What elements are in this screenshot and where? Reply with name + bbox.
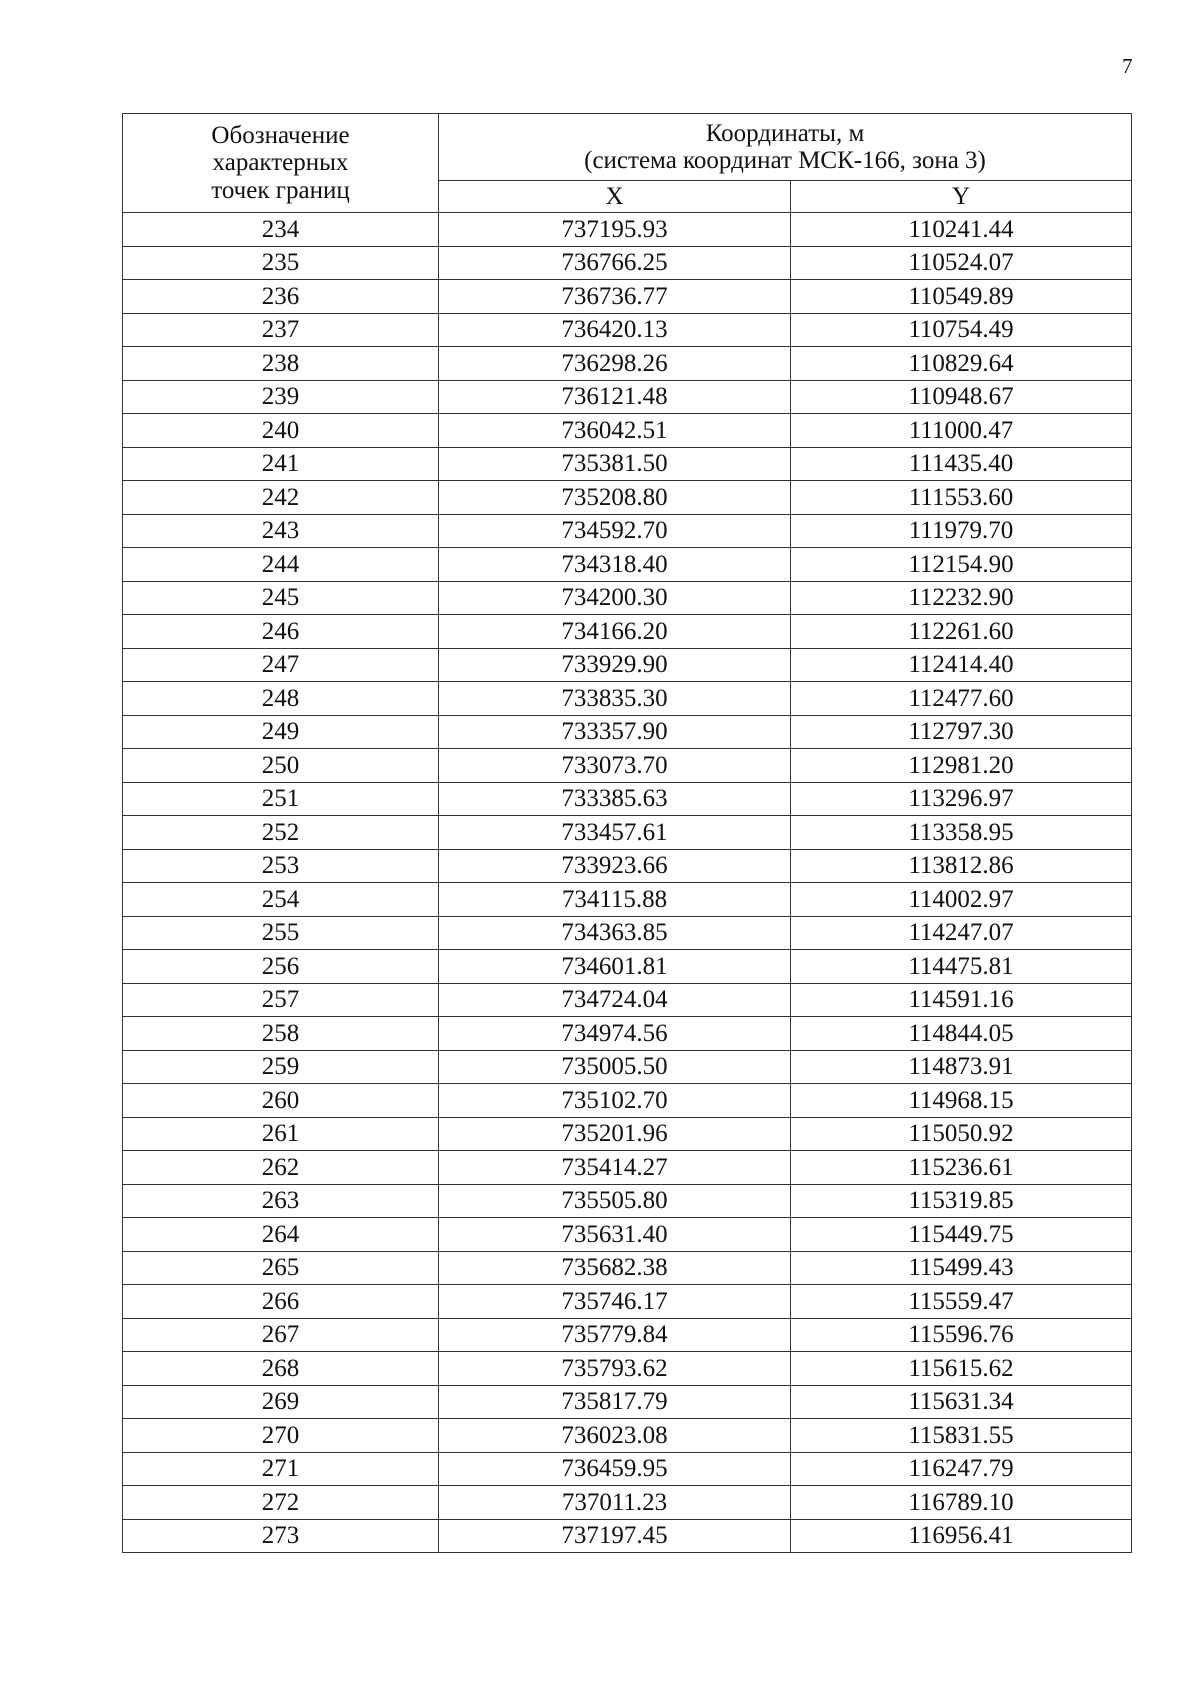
x-coordinate-cell: 735102.70 bbox=[439, 1084, 791, 1118]
table-row bbox=[123, 749, 1132, 783]
point-id-cell: 258 bbox=[123, 1017, 439, 1051]
point-id-cell: 268 bbox=[123, 1352, 439, 1386]
table-row bbox=[123, 883, 1132, 917]
table-row bbox=[123, 280, 1132, 314]
header-coords-line-2: (система координат МСК-166, зона 3) bbox=[584, 147, 986, 174]
y-coordinate-cell: 110549.89 bbox=[791, 280, 1132, 314]
point-id-cell: 250 bbox=[123, 749, 439, 783]
y-coordinate-cell: 112261.60 bbox=[791, 615, 1132, 649]
x-coordinate-cell: 733923.66 bbox=[439, 849, 791, 883]
table-row bbox=[123, 1452, 1132, 1486]
table-row bbox=[123, 1385, 1132, 1419]
y-coordinate-cell: 116789.10 bbox=[791, 1486, 1132, 1520]
y-coordinate-cell: 113358.95 bbox=[791, 816, 1132, 850]
y-coordinate-cell: 110241.44 bbox=[791, 213, 1132, 247]
point-id-cell: 237 bbox=[123, 313, 439, 347]
point-id-cell: 273 bbox=[123, 1519, 439, 1553]
table-row bbox=[123, 246, 1132, 280]
x-coordinate-cell: 735746.17 bbox=[439, 1285, 791, 1319]
table-row bbox=[123, 481, 1132, 515]
header-point-line-2: характерных bbox=[212, 149, 349, 177]
point-id-cell: 246 bbox=[123, 615, 439, 649]
x-coordinate-cell: 736023.08 bbox=[439, 1419, 791, 1453]
y-coordinate-cell: 114844.05 bbox=[791, 1017, 1132, 1051]
point-id-cell: 256 bbox=[123, 950, 439, 984]
y-coordinate-cell: 114591.16 bbox=[791, 983, 1132, 1017]
point-id-cell: 260 bbox=[123, 1084, 439, 1118]
point-id-cell: 270 bbox=[123, 1419, 439, 1453]
y-coordinate-cell: 111000.47 bbox=[791, 414, 1132, 448]
y-coordinate-cell: 116956.41 bbox=[791, 1519, 1132, 1553]
point-id-cell: 243 bbox=[123, 514, 439, 548]
table-row bbox=[123, 1519, 1132, 1553]
x-coordinate-cell: 735682.38 bbox=[439, 1251, 791, 1285]
point-id-cell: 242 bbox=[123, 481, 439, 515]
y-coordinate-cell: 114002.97 bbox=[791, 883, 1132, 917]
table-row bbox=[123, 916, 1132, 950]
y-coordinate-cell: 110524.07 bbox=[791, 246, 1132, 280]
x-coordinate-cell: 736459.95 bbox=[439, 1452, 791, 1486]
x-coordinate-cell: 733457.61 bbox=[439, 816, 791, 850]
x-coordinate-cell: 735381.50 bbox=[439, 447, 791, 481]
x-coordinate-cell: 735793.62 bbox=[439, 1352, 791, 1386]
point-id-cell: 240 bbox=[123, 414, 439, 448]
y-coordinate-cell: 115615.62 bbox=[791, 1352, 1132, 1386]
point-id-cell: 236 bbox=[123, 280, 439, 314]
table-row bbox=[123, 1318, 1132, 1352]
x-coordinate-cell: 736042.51 bbox=[439, 414, 791, 448]
table-row bbox=[123, 313, 1132, 347]
x-coordinate-cell: 734592.70 bbox=[439, 514, 791, 548]
y-coordinate-cell: 114873.91 bbox=[791, 1050, 1132, 1084]
x-coordinate-cell: 734363.85 bbox=[439, 916, 791, 950]
table-row bbox=[123, 715, 1132, 749]
y-coordinate-cell: 113296.97 bbox=[791, 782, 1132, 816]
point-id-cell: 266 bbox=[123, 1285, 439, 1319]
point-id-cell: 239 bbox=[123, 380, 439, 414]
x-coordinate-cell: 735817.79 bbox=[439, 1385, 791, 1419]
point-id-cell: 271 bbox=[123, 1452, 439, 1486]
point-id-cell: 244 bbox=[123, 548, 439, 582]
table-row bbox=[123, 1117, 1132, 1151]
x-coordinate-cell: 735208.80 bbox=[439, 481, 791, 515]
x-coordinate-cell: 736121.48 bbox=[439, 380, 791, 414]
x-coordinate-cell: 737011.23 bbox=[439, 1486, 791, 1520]
page-number: 7 bbox=[1122, 54, 1133, 78]
table-row bbox=[123, 1285, 1132, 1319]
header-coordinates bbox=[439, 114, 1132, 181]
table-row bbox=[123, 347, 1132, 381]
point-id-cell: 257 bbox=[123, 983, 439, 1017]
x-coordinate-cell: 734200.30 bbox=[439, 581, 791, 615]
y-coordinate-cell: 115319.85 bbox=[791, 1184, 1132, 1218]
x-coordinate-cell: 736736.77 bbox=[439, 280, 791, 314]
x-coordinate-cell: 734318.40 bbox=[439, 548, 791, 582]
table-row bbox=[123, 983, 1132, 1017]
header-point-designation bbox=[123, 114, 439, 213]
y-coordinate-cell: 115050.92 bbox=[791, 1117, 1132, 1151]
table-row bbox=[123, 1184, 1132, 1218]
table-body bbox=[123, 213, 1132, 1553]
y-coordinate-cell: 111979.70 bbox=[791, 514, 1132, 548]
table-row bbox=[123, 1352, 1132, 1386]
x-coordinate-cell: 736298.26 bbox=[439, 347, 791, 381]
y-coordinate-cell: 112154.90 bbox=[791, 548, 1132, 582]
x-coordinate-cell: 734115.88 bbox=[439, 883, 791, 917]
point-id-cell: 247 bbox=[123, 648, 439, 682]
y-coordinate-cell: 112981.20 bbox=[791, 749, 1132, 783]
header-y: Y bbox=[791, 181, 1132, 213]
point-id-cell: 241 bbox=[123, 447, 439, 481]
y-coordinate-cell: 115236.61 bbox=[791, 1151, 1132, 1185]
point-id-cell: 259 bbox=[123, 1050, 439, 1084]
point-id-cell: 252 bbox=[123, 816, 439, 850]
point-id-cell: 253 bbox=[123, 849, 439, 883]
y-coordinate-cell: 111435.40 bbox=[791, 447, 1132, 481]
y-coordinate-cell: 115559.47 bbox=[791, 1285, 1132, 1319]
y-coordinate-cell: 114475.81 bbox=[791, 950, 1132, 984]
y-coordinate-cell: 112414.40 bbox=[791, 648, 1132, 682]
header-point-line-3: точек границ bbox=[211, 176, 350, 204]
table-row bbox=[123, 581, 1132, 615]
table-row bbox=[123, 514, 1132, 548]
y-coordinate-cell: 112797.30 bbox=[791, 715, 1132, 749]
point-id-cell: 267 bbox=[123, 1318, 439, 1352]
y-coordinate-cell: 114247.07 bbox=[791, 916, 1132, 950]
y-coordinate-cell: 115831.55 bbox=[791, 1419, 1132, 1453]
y-coordinate-cell: 110948.67 bbox=[791, 380, 1132, 414]
point-id-cell: 238 bbox=[123, 347, 439, 381]
y-coordinate-cell: 110754.49 bbox=[791, 313, 1132, 347]
x-coordinate-cell: 737195.93 bbox=[439, 213, 791, 247]
table-row bbox=[123, 950, 1132, 984]
x-coordinate-cell: 735201.96 bbox=[439, 1117, 791, 1151]
point-id-cell: 235 bbox=[123, 246, 439, 280]
table-row bbox=[123, 447, 1132, 481]
x-coordinate-cell: 735414.27 bbox=[439, 1151, 791, 1185]
x-coordinate-cell: 733357.90 bbox=[439, 715, 791, 749]
x-coordinate-cell: 735005.50 bbox=[439, 1050, 791, 1084]
table-row bbox=[123, 849, 1132, 883]
table-row bbox=[123, 548, 1132, 582]
x-coordinate-cell: 735779.84 bbox=[439, 1318, 791, 1352]
table-row bbox=[123, 1251, 1132, 1285]
point-id-cell: 249 bbox=[123, 715, 439, 749]
table-row bbox=[123, 380, 1132, 414]
point-id-cell: 234 bbox=[123, 213, 439, 247]
y-coordinate-cell: 115596.76 bbox=[791, 1318, 1132, 1352]
y-coordinate-cell: 111553.60 bbox=[791, 481, 1132, 515]
point-id-cell: 263 bbox=[123, 1184, 439, 1218]
table-row bbox=[123, 615, 1132, 649]
point-id-cell: 269 bbox=[123, 1385, 439, 1419]
table-row bbox=[123, 1151, 1132, 1185]
point-id-cell: 265 bbox=[123, 1251, 439, 1285]
y-coordinate-cell: 116247.79 bbox=[791, 1452, 1132, 1486]
point-id-cell: 272 bbox=[123, 1486, 439, 1520]
x-coordinate-cell: 734166.20 bbox=[439, 615, 791, 649]
y-coordinate-cell: 112477.60 bbox=[791, 682, 1132, 716]
x-coordinate-cell: 735631.40 bbox=[439, 1218, 791, 1252]
coordinates-table bbox=[122, 113, 1132, 1553]
y-coordinate-cell: 113812.86 bbox=[791, 849, 1132, 883]
table-row bbox=[123, 414, 1132, 448]
table-row bbox=[123, 1050, 1132, 1084]
y-coordinate-cell: 115499.43 bbox=[791, 1251, 1132, 1285]
table-row bbox=[123, 648, 1132, 682]
table-row bbox=[123, 1419, 1132, 1453]
x-coordinate-cell: 736420.13 bbox=[439, 313, 791, 347]
point-id-cell: 254 bbox=[123, 883, 439, 917]
x-coordinate-cell: 734974.56 bbox=[439, 1017, 791, 1051]
y-coordinate-cell: 114968.15 bbox=[791, 1084, 1132, 1118]
table-row bbox=[123, 816, 1132, 850]
x-coordinate-cell: 734724.04 bbox=[439, 983, 791, 1017]
header-point-line-1: Обозначение bbox=[211, 121, 350, 149]
y-coordinate-cell: 110829.64 bbox=[791, 347, 1132, 381]
point-id-cell: 245 bbox=[123, 581, 439, 615]
point-id-cell: 264 bbox=[123, 1218, 439, 1252]
table-row bbox=[123, 682, 1132, 716]
x-coordinate-cell: 735505.80 bbox=[439, 1184, 791, 1218]
table-row bbox=[123, 1218, 1132, 1252]
x-coordinate-cell: 736766.25 bbox=[439, 246, 791, 280]
table-row bbox=[123, 782, 1132, 816]
table-row bbox=[123, 1084, 1132, 1118]
header-coords-line-1: Координаты, м bbox=[705, 119, 865, 147]
x-coordinate-cell: 733835.30 bbox=[439, 682, 791, 716]
table-row bbox=[123, 213, 1132, 247]
point-id-cell: 255 bbox=[123, 916, 439, 950]
table-row bbox=[123, 1017, 1132, 1051]
x-coordinate-cell: 737197.45 bbox=[439, 1519, 791, 1553]
y-coordinate-cell: 112232.90 bbox=[791, 581, 1132, 615]
point-id-cell: 262 bbox=[123, 1151, 439, 1185]
table-row bbox=[123, 1486, 1132, 1520]
header-x: X bbox=[439, 181, 791, 213]
x-coordinate-cell: 733385.63 bbox=[439, 782, 791, 816]
y-coordinate-cell: 115631.34 bbox=[791, 1385, 1132, 1419]
point-id-cell: 251 bbox=[123, 782, 439, 816]
x-coordinate-cell: 733073.70 bbox=[439, 749, 791, 783]
point-id-cell: 248 bbox=[123, 682, 439, 716]
point-id-cell: 261 bbox=[123, 1117, 439, 1151]
y-coordinate-cell: 115449.75 bbox=[791, 1218, 1132, 1252]
x-coordinate-cell: 733929.90 bbox=[439, 648, 791, 682]
x-coordinate-cell: 734601.81 bbox=[439, 950, 791, 984]
